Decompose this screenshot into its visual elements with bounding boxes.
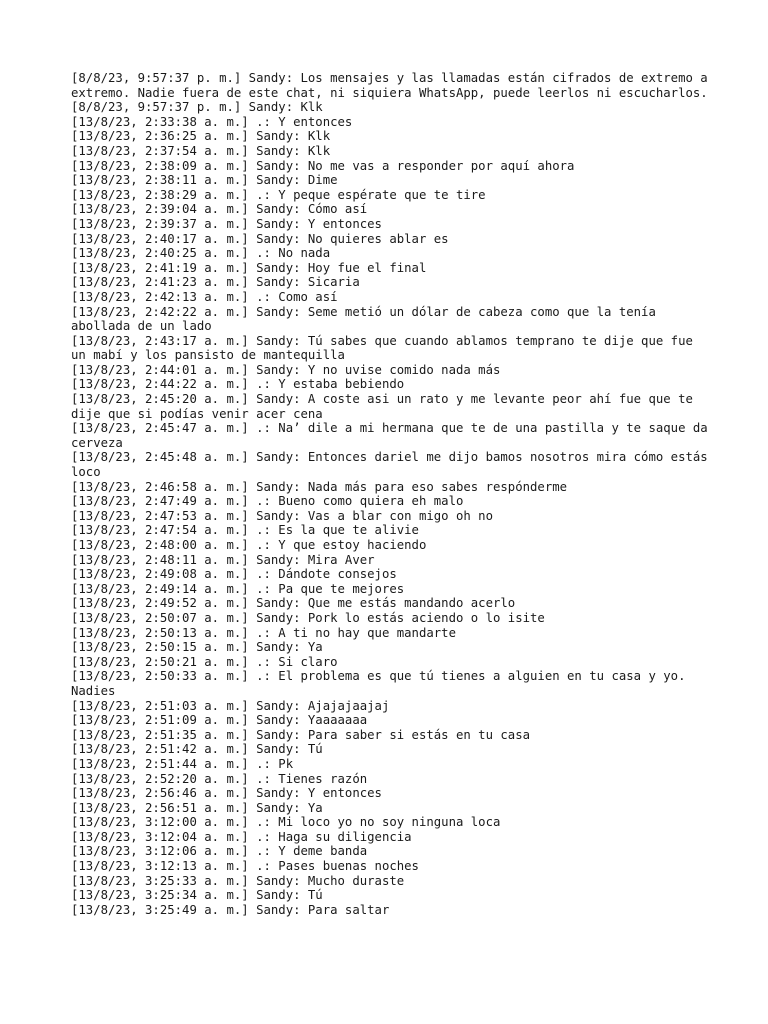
chat-message-line: [13/8/23, 2:42:22 a. m.] Sandy: Seme metió un dólar de cabeza como que la tenía abollada de un lado <box>71 304 664 334</box>
chat-message-line: [13/8/23, 2:50:33 a. m.] .: El problema es que tú tienes a alguien en tu casa y yo. Nadies <box>71 669 693 698</box>
chat-transcript <box>71 71 716 917</box>
chat-message-line: [13/8/23, 2:49:08 a. m.] .: Dándote consejos <box>71 567 397 582</box>
chat-message-line: [13/8/23, 2:50:13 a. m.] .: A ti no hay que mandarte <box>71 625 456 640</box>
chat-message-line: [13/8/23, 2:52:20 a. m.] .: Tienes razón <box>71 771 368 786</box>
chat-message-line: [13/8/23, 3:25:33 a. m.] Sandy: Mucho duraste <box>71 873 405 888</box>
chat-message-line: [13/8/23, 2:33:38 a. m.] .: Y entonces <box>71 114 353 129</box>
chat-message-line: [13/8/23, 3:25:34 a. m.] Sandy: Tú <box>71 888 323 903</box>
chat-message-line: [13/8/23, 2:45:20 a. m.] Sandy: A coste asi un rato y me levante peor ahí fue que te dije que si podías venir acer cena <box>71 392 701 421</box>
chat-message-line: [13/8/23, 2:56:46 a. m.] Sandy: Y entonces <box>71 786 382 801</box>
chat-message-line: [13/8/23, 2:47:53 a. m.] Sandy: Vas a blar con migo oh no <box>71 508 493 523</box>
chat-message-line: [13/8/23, 2:49:52 a. m.] Sandy: Que me estás mandando acerlo <box>71 596 516 611</box>
chat-message-line: [13/8/23, 2:38:11 a. m.] Sandy: Dime <box>71 173 338 188</box>
chat-message-line: [13/8/23, 2:51:03 a. m.] Sandy: Ajajajaajaj <box>71 698 390 713</box>
chat-message-line: [13/8/23, 2:50:15 a. m.] Sandy: Ya <box>71 640 323 655</box>
chat-message-line: [13/8/23, 2:38:09 a. m.] Sandy: No me vas a responder por aquí ahora <box>71 158 575 173</box>
chat-message-line: [13/8/23, 3:12:00 a. m.] .: Mi loco yo no soy ninguna loca <box>71 815 501 830</box>
chat-message-line: [13/8/23, 2:51:09 a. m.] Sandy: Yaaaaaaa <box>71 713 368 728</box>
chat-message-line: [13/8/23, 2:50:07 a. m.] Sandy: Pork lo estás aciendo o lo isite <box>71 610 545 625</box>
chat-message-line: [13/8/23, 2:43:17 a. m.] Sandy: Tú sabes que cuando ablamos temprano te dije que fue un mabí y los pansisto de mantequilla <box>71 333 701 363</box>
chat-message-line: [13/8/23, 2:51:35 a. m.] Sandy: Para saber si estás en tu casa <box>71 727 531 742</box>
chat-transcript-page <box>71 71 716 917</box>
chat-message-line: [13/8/23, 2:37:54 a. m.] Sandy: Klk <box>71 143 331 158</box>
chat-message-line: [13/8/23, 2:42:13 a. m.] .: Como así <box>71 289 338 304</box>
chat-message-line: [13/8/23, 2:45:47 a. m.] .: Na’ dile a mi hermana que te de una pastilla y te saque da cerveza <box>71 421 716 450</box>
chat-message-line: [13/8/23, 2:48:11 a. m.] Sandy: Mira Aver <box>71 552 375 567</box>
chat-message-line: [13/8/23, 2:51:44 a. m.] .: Pk <box>71 756 294 771</box>
chat-message-line: [13/8/23, 3:12:04 a. m.] .: Haga su diligencia <box>71 829 412 844</box>
chat-message-line: [13/8/23, 2:47:54 a. m.] .: Es la que te alivie <box>71 523 419 538</box>
chat-message-line: [13/8/23, 3:12:13 a. m.] .: Pases buenas noches <box>71 859 419 874</box>
chat-message-line: [13/8/23, 2:56:51 a. m.] Sandy: Ya <box>71 800 323 815</box>
chat-message-line: [13/8/23, 2:41:19 a. m.] Sandy: Hoy fue el final <box>71 260 427 275</box>
chat-message-line: [13/8/23, 2:41:23 a. m.] Sandy: Sicaria <box>71 275 360 290</box>
chat-message-line: [13/8/23, 2:49:14 a. m.] .: Pa que te mejores <box>71 581 405 596</box>
chat-message-line: [13/8/23, 2:47:49 a. m.] .: Bueno como quiera eh malo <box>71 494 464 509</box>
chat-message-line: [8/8/23, 9:57:37 p. m.] Sandy: Klk <box>71 100 323 115</box>
chat-message-line: [13/8/23, 2:46:58 a. m.] Sandy: Nada más para eso sabes respónderme <box>71 479 568 494</box>
chat-message-line: [13/8/23, 2:36:25 a. m.] Sandy: Klk <box>71 129 331 144</box>
chat-message-line: [13/8/23, 2:45:48 a. m.] Sandy: Entonces dariel me dijo bamos nosotros mira cómo estás loco <box>71 450 716 480</box>
chat-message-line: [8/8/23, 9:57:37 p. m.] Sandy: Los mensajes y las llamadas están cifrados de extremo a extremo. Nadie fuera de este chat, ni siquiera WhatsApp, puede leerlos ni escucharlos. <box>71 71 716 100</box>
chat-message-line: [13/8/23, 2:51:42 a. m.] Sandy: Tú <box>71 742 323 757</box>
chat-message-line: [13/8/23, 3:12:06 a. m.] .: Y deme banda <box>71 844 368 859</box>
chat-message-line: [13/8/23, 2:50:21 a. m.] .: Si claro <box>71 654 338 669</box>
chat-message-line: [13/8/23, 2:39:37 a. m.] Sandy: Y entonces <box>71 216 382 231</box>
chat-message-line: [13/8/23, 2:44:22 a. m.] .: Y estaba bebiendo <box>71 377 405 392</box>
chat-message-line: [13/8/23, 2:39:04 a. m.] Sandy: Cómo así <box>71 202 368 217</box>
chat-message-line: [13/8/23, 2:44:01 a. m.] Sandy: Y no uvise comido nada más <box>71 362 501 377</box>
chat-message-line: [13/8/23, 2:48:00 a. m.] .: Y que estoy haciendo <box>71 538 427 552</box>
chat-message-line: [13/8/23, 2:38:29 a. m.] .: Y peque espérate que te tire <box>71 187 486 202</box>
chat-message-line: [13/8/23, 2:40:17 a. m.] Sandy: No quieres ablar es <box>71 231 449 246</box>
chat-message-line: [13/8/23, 2:40:25 a. m.] .: No nada <box>71 246 331 261</box>
chat-message-line: [13/8/23, 3:25:49 a. m.] Sandy: Para saltar <box>71 902 390 917</box>
